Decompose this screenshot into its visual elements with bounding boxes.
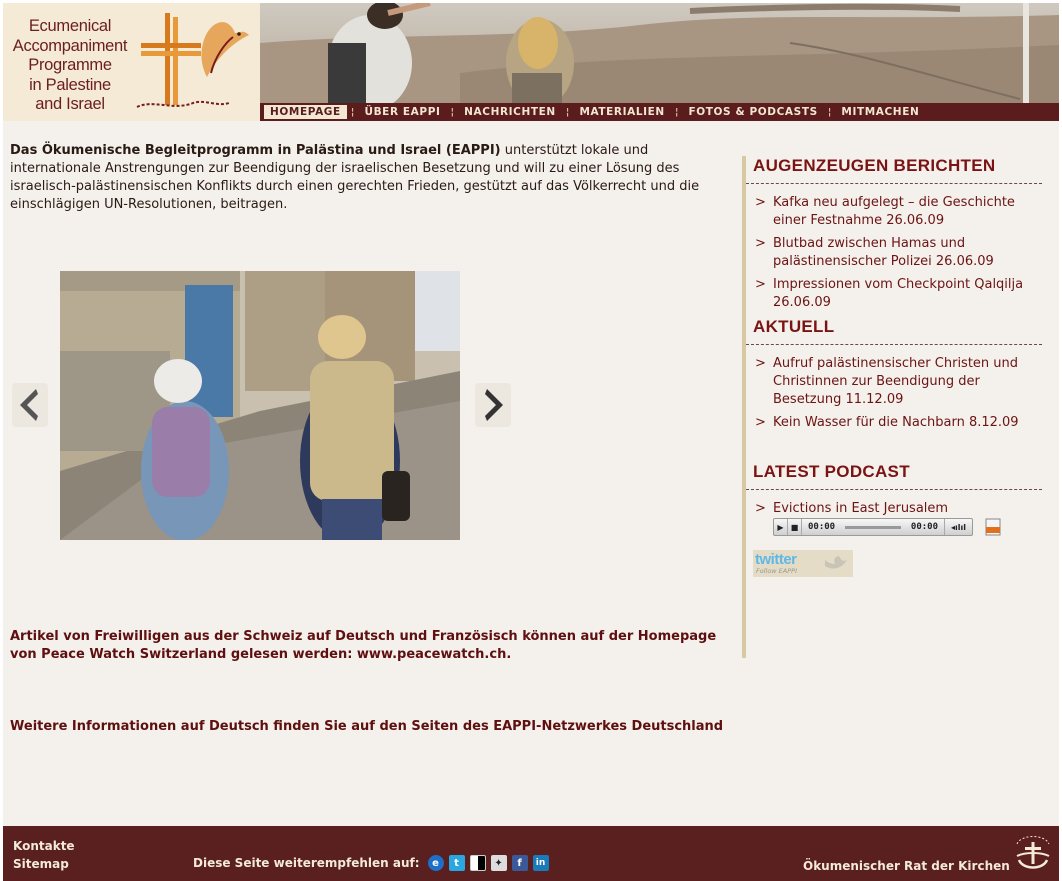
news-list (746, 345, 1042, 432)
list-item[interactable] (755, 414, 1042, 432)
chevron-right-icon: > (755, 195, 766, 210)
slider-prev-button[interactable] (12, 383, 48, 427)
chevron-right-icon: > (755, 415, 766, 430)
total-time: 00:00 (910, 522, 938, 532)
internet-explorer-icon[interactable]: e (428, 855, 444, 871)
podcast-heading: LATEST PODCAST (746, 462, 1042, 490)
news-heading: AKTUELL (746, 317, 1042, 345)
nav-item-homepage[interactable]: HOMEPAGE (264, 105, 347, 119)
share-label: Diese Seite weiterempfehlen auf: (193, 856, 420, 870)
twitter-subtext: Follow EAPPI (756, 567, 797, 575)
chevron-right-icon: > (755, 501, 766, 516)
list-item-label: Blutbad zwischen Hamas und palästinensischer Polizei 26.06.09 (773, 236, 994, 269)
share-bar (193, 855, 554, 871)
list-item-label: Aufruf palästinensischer Christen und Christinnen zur Beendigung der Besetzung 11.12.09 (773, 356, 1019, 407)
nav-item-fotos-podcasts[interactable]: FOTOS & PODCASTS (688, 106, 818, 118)
list-item[interactable] (755, 276, 1042, 312)
sidebar (742, 156, 1042, 658)
delicious-icon[interactable] (470, 855, 486, 871)
logo-line: Programme (28, 56, 112, 74)
list-item[interactable] (755, 355, 1042, 409)
logo-line: in Palestine (29, 75, 111, 94)
arrow-right-icon (475, 383, 511, 427)
contacts-link[interactable]: Kontakte (13, 839, 75, 853)
germany-network-link[interactable]: Weitere Informationen auf Deutsch finden Sie auf den Seiten des EAPPI-Netzwerkes Deutschland (10, 719, 724, 734)
witness-list (746, 184, 1042, 312)
photo-slider (10, 269, 520, 544)
list-item-label: Evictions in East Jerusalem (773, 501, 949, 516)
arrow-left-icon (12, 383, 48, 427)
footer (3, 826, 1059, 881)
twitter-wordmark: twitter (755, 551, 797, 568)
cross-dove-icon (133, 7, 255, 117)
header (3, 3, 1059, 121)
nav-item-nachrichten[interactable]: NACHRICHTEN (464, 106, 556, 118)
nav-separator: ¦ (450, 106, 455, 118)
logo-line: and Israel (35, 95, 105, 113)
site-logo[interactable] (3, 3, 260, 121)
main-content (3, 121, 1059, 826)
intro-text (10, 142, 715, 214)
oikoumene-logo-icon[interactable] (1013, 830, 1053, 876)
volume-icon[interactable]: ◂ılıl (944, 519, 972, 535)
nav-separator: ¦ (674, 106, 679, 118)
twitter-bird-icon (821, 552, 851, 576)
list-item[interactable] (755, 194, 1042, 230)
nav-separator: ¦ (350, 106, 355, 118)
header-banner-photo (260, 3, 1059, 103)
list-item-label: Kein Wasser für die Nachbarn 8.12.09 (773, 415, 1019, 430)
list-item-label: Kafka neu aufgelegt – die Geschichte einer Festnahme 26.06.09 (773, 195, 1015, 228)
myspace-icon[interactable]: ✦ (491, 855, 507, 871)
play-icon[interactable]: ▶ (774, 519, 788, 535)
witness-heading: AUGENZEUGEN BERICHTEN (746, 156, 1042, 184)
stop-icon[interactable]: ■ (788, 519, 802, 535)
progress-bar[interactable] (845, 526, 901, 529)
slider-next-button[interactable] (475, 383, 511, 427)
chevron-right-icon: > (755, 356, 766, 371)
nav-separator: ¦ (565, 106, 570, 118)
chevron-right-icon: > (755, 277, 766, 292)
footer-org-name: Ökumenischer Rat der Kirchen (803, 859, 1010, 873)
list-item[interactable] (755, 235, 1042, 271)
slide-photo (60, 271, 460, 540)
audio-player (773, 518, 973, 536)
nav-item-materialien[interactable]: MATERIALIEN (579, 106, 665, 118)
share-icons (428, 855, 554, 871)
swiss-volunteers-note[interactable]: Artikel von Freiwilligen aus der Schweiz auf Deutsch und Französisch können auf der Homepage von Peace Watch Switzerland gelesen werden: www.peacewatch.ch. (10, 629, 717, 662)
logo-text (5, 17, 135, 115)
nav-item-mitmachen[interactable]: MITMACHEN (841, 106, 920, 118)
linkedin-icon[interactable]: in (533, 855, 549, 871)
sitemap-link[interactable]: Sitemap (13, 857, 69, 871)
logo-line: Ecumenical (28, 17, 112, 35)
footer-links (13, 837, 75, 873)
nav-separator: ¦ (827, 106, 832, 118)
podcast-player-row (746, 518, 1042, 536)
mp3-download-icon[interactable] (984, 518, 1002, 536)
facebook-icon[interactable]: f (512, 855, 528, 871)
list-item-label: Impressionen vom Checkpoint Qalqilja 26.06.09 (773, 277, 1024, 310)
intro-bold: Das Ökumenische Begleitprogramm in Palästina und Israel (EAPPI) (10, 143, 501, 158)
list-item[interactable] (755, 500, 1042, 518)
elapsed-time: 00:00 (808, 522, 836, 532)
twitter-follow-button[interactable] (753, 550, 853, 577)
main-nav (260, 103, 1059, 121)
chevron-right-icon: > (755, 236, 766, 251)
nav-item-ueber-eappi[interactable]: ÜBER EAPPI (364, 106, 441, 118)
podcast-list (746, 490, 1042, 518)
logo-line: Accompaniment (12, 36, 128, 55)
twitter-icon[interactable]: t (449, 855, 465, 871)
intro-rest: unterstützt lokale und internationale Anstrengungen zur Beendigung der israelischen Besetzung und will zu einer Lösung des israelisch-palästinensischen Konflikts durch einen gerechten Frieden, gestützt auf das Völkerrecht und die einschlägigen UN-Resolutionen, beitragen. (10, 143, 700, 212)
